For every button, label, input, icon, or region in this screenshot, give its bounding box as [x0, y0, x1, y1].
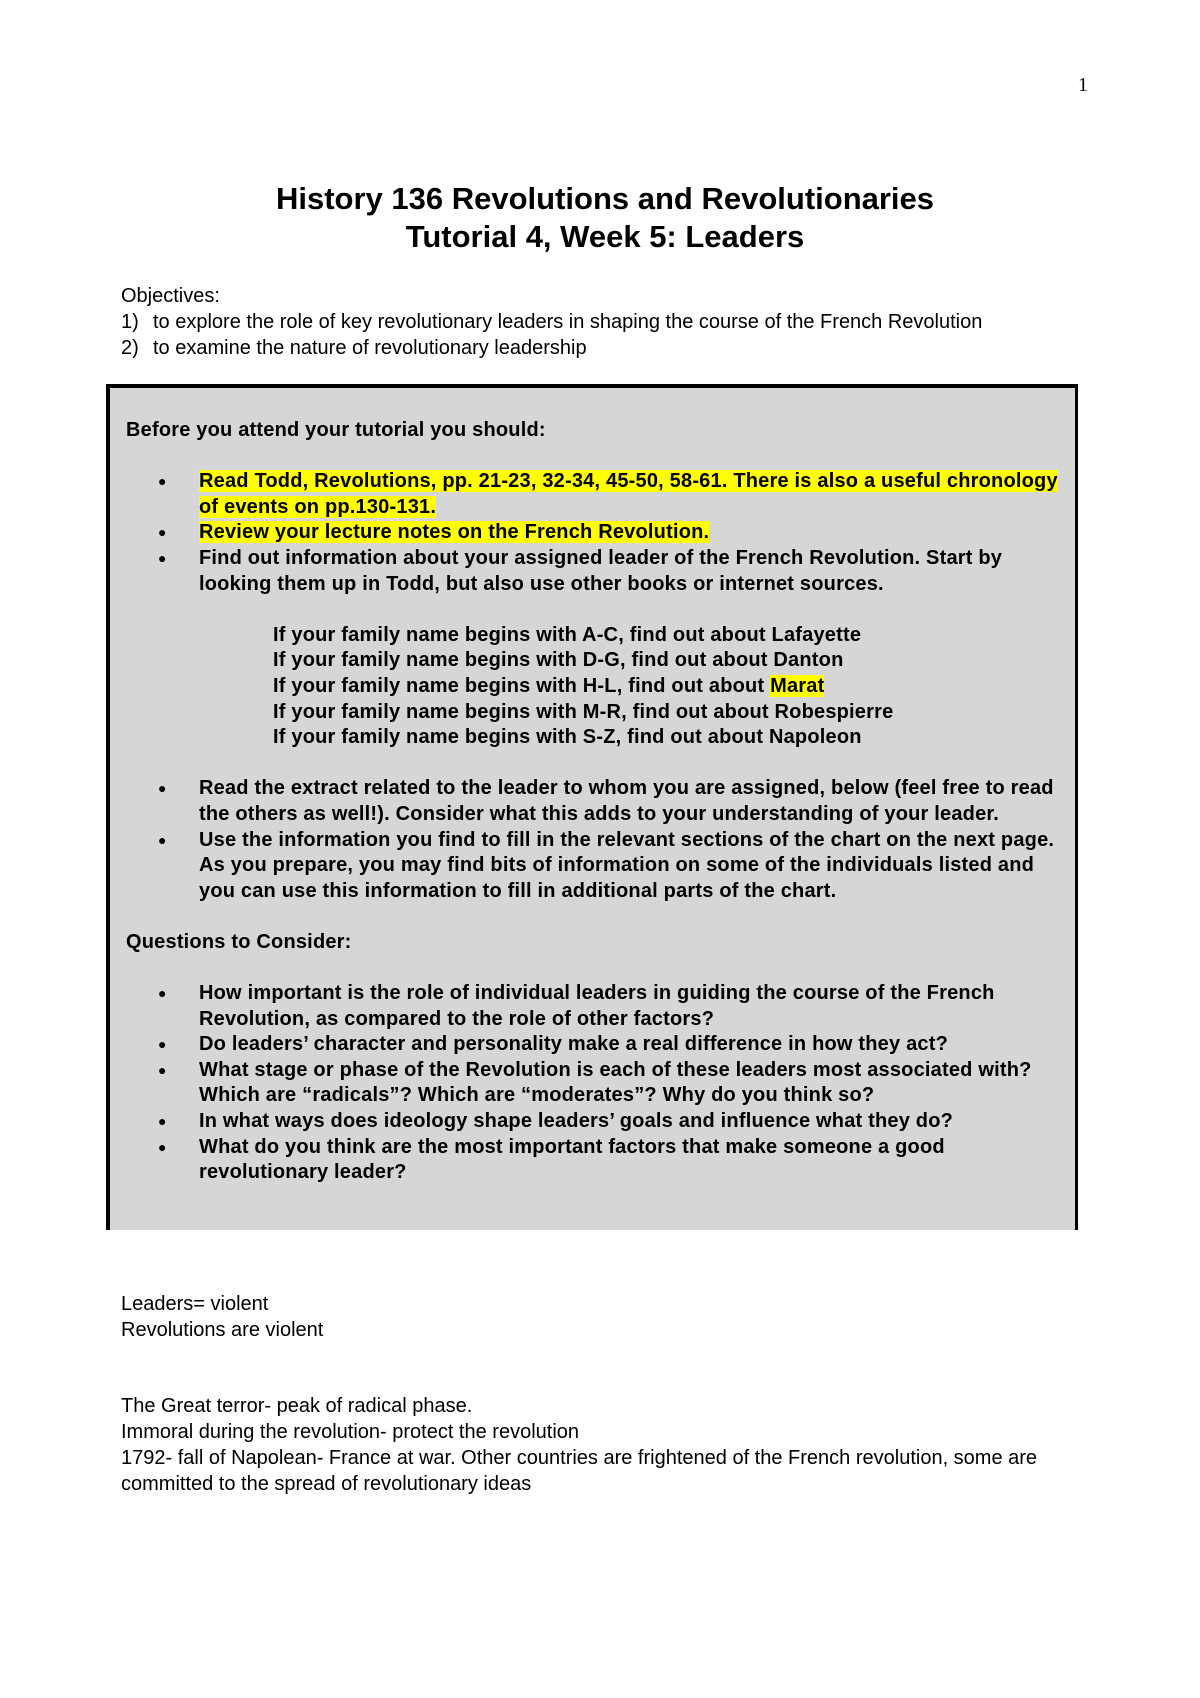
highlighted-leader-name: Marat [770, 674, 825, 697]
objectives-heading: Objectives: [121, 285, 220, 307]
follow-up-text: Use the information you find to fill in the relevant sections of the chart on the next page. As you prepare, you may find bits of information on some of the individuals listed and you can use this information to fill in additional parts of the chart. [199, 828, 1055, 902]
note-line: Revolutions are violent [121, 1319, 324, 1341]
question-item [126, 1135, 1065, 1186]
objective-text: to explore the role of key revolutionary leaders in shaping the course of the French Revolution [153, 311, 983, 333]
question-text: In what ways does ideology shape leaders’ goals and influence what they do? [199, 1110, 954, 1133]
bullet-icon: ● [158, 985, 167, 1002]
preparation-item [126, 469, 1065, 520]
follow-up-list [126, 776, 1065, 904]
question-text: What do you think are the most important factors that make someone a good revolutionary leader? [199, 1135, 945, 1184]
bullet-icon: ● [158, 780, 167, 797]
spacer [126, 597, 1065, 623]
highlighted-text: Read Todd, Revolutions, pp. 21-23, 32-34, 45-50, 58-61. There is also a useful chronology of events on pp.130-131. [199, 470, 1058, 518]
family-assignment-line: If your family name begins with S-Z, find out about Napoleon [273, 726, 862, 749]
questions-heading: Questions to Consider: [126, 930, 352, 953]
title-line-1: History 136 Revolutions and Revolutionaries [275, 181, 935, 216]
bullet-icon: ● [158, 549, 167, 566]
box-content [126, 418, 1065, 1186]
objective-number: 1) [121, 311, 139, 333]
page-number: 1 [1078, 74, 1088, 96]
bullet-icon: ● [158, 1036, 167, 1053]
questions-list [126, 981, 1065, 1186]
question-item [126, 1032, 1065, 1058]
objectives-section [121, 283, 982, 361]
question-item [126, 1058, 1065, 1109]
family-assignment-line [273, 674, 1065, 700]
question-item [126, 981, 1065, 1032]
family-assignment-line: If your family name begins with M-R, find out about Robespierre [273, 700, 894, 723]
preparation-heading: Before you attend your tutorial you should: [126, 419, 546, 441]
question-text: What stage or phase of the Revolution is each of these leaders most associated with? Which are “radicals”? Which are “moderates”? Why do you think so? [199, 1058, 1032, 1107]
question-item [126, 1109, 1065, 1135]
bullet-icon: ● [158, 1061, 167, 1078]
objective-item [121, 335, 982, 361]
follow-up-item [126, 828, 1065, 905]
spacer [126, 751, 1065, 777]
objective-item [121, 309, 982, 335]
follow-up-item [126, 776, 1065, 827]
bullet-icon: ● [158, 1113, 167, 1130]
objective-number: 2) [121, 337, 139, 359]
family-assignment-line: If your family name begins with A-C, find out about Lafayette [273, 623, 862, 646]
preparation-text: Find out information about your assigned leader of the French Revolution. Start by looking them up in Todd, but also use other books or internet sources. [199, 546, 1003, 595]
bullet-icon: ● [158, 1138, 167, 1155]
spacer [121, 1368, 1061, 1393]
spacer [126, 955, 1065, 981]
document-title [0, 180, 1200, 256]
bullet-icon: ● [158, 473, 167, 490]
highlighted-text: Review your lecture notes on the French Revolution. [199, 521, 710, 544]
tutorial-preparation-box [106, 384, 1078, 1230]
objective-text: to examine the nature of revolutionary leadership [153, 337, 587, 359]
family-assignment-line: If your family name begins with D-G, find out about Danton [273, 649, 844, 672]
spacer [126, 444, 1065, 470]
question-text: How important is the role of individual leaders in guiding the course of the French Revolution, as compared to the role of other factors? [199, 982, 995, 1030]
preparation-item [126, 546, 1065, 597]
bullet-icon: ● [158, 524, 167, 541]
preparation-item [126, 520, 1065, 546]
family-assignment-text: If your family name begins with H-L, find out about [273, 674, 771, 697]
title-line-2: Tutorial 4, Week 5: Leaders [405, 219, 805, 254]
note-line: Leaders= violent [121, 1293, 269, 1315]
family-name-assignments [126, 623, 1065, 751]
note-line: Immoral during the revolution- protect the revolution [121, 1421, 580, 1443]
note-line: 1792- fall of Napolean- France at war. Other countries are frightened of the French revolution, some are committed to the spread of revolutionary ideas [121, 1447, 1038, 1495]
spacer [121, 1343, 1061, 1368]
bullet-icon: ● [158, 831, 167, 848]
note-line: The Great terror- peak of radical phase. [121, 1395, 473, 1417]
spacer [126, 904, 1065, 930]
follow-up-text: Read the extract related to the leader to whom you are assigned, below (feel free to read the others as well!). Consider what this adds to your understanding of your leader. [199, 777, 1054, 825]
handwritten-notes-section [121, 1291, 1061, 1497]
preparation-list [126, 469, 1065, 597]
question-text: Do leaders’ character and personality make a real difference in how they act? [199, 1033, 949, 1056]
